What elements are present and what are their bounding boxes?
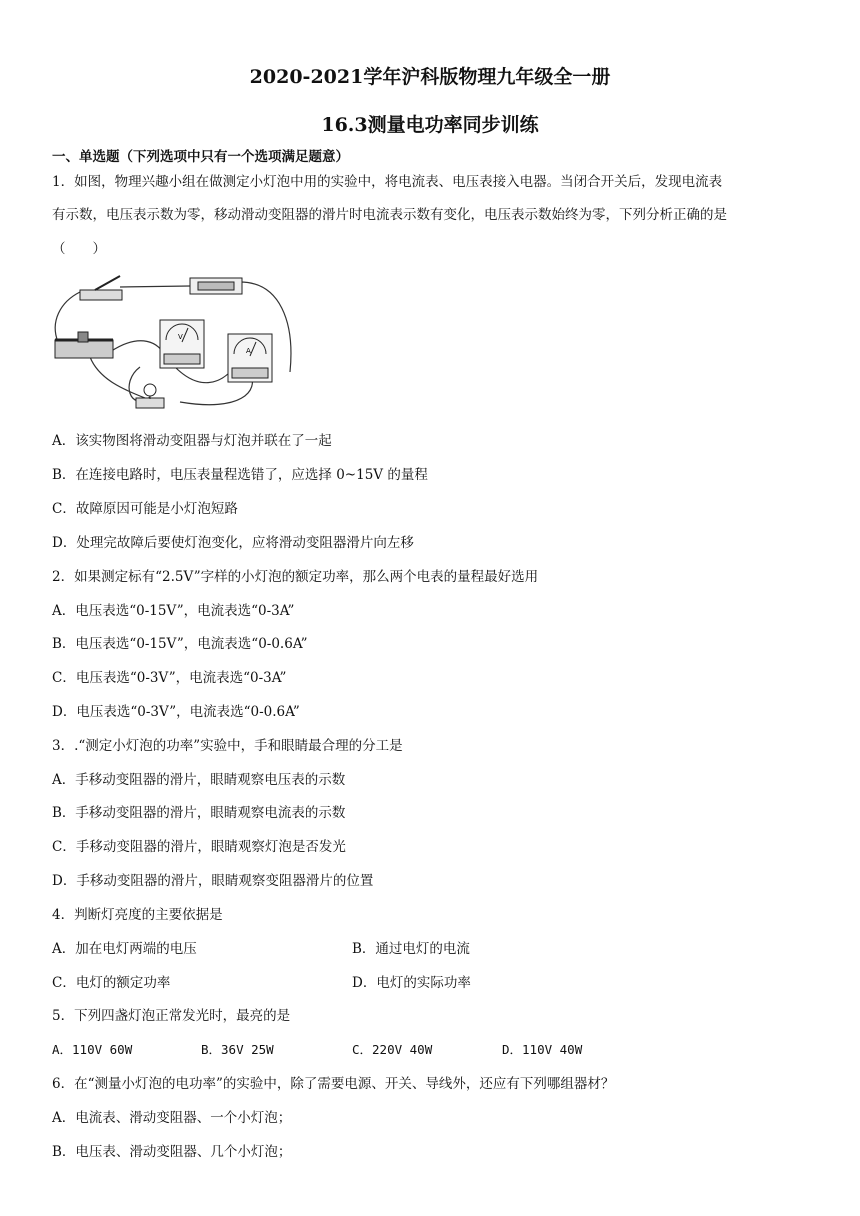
q2-option-c: C．电压表选“0-3V”，电流表选“0-3A” — [52, 670, 287, 686]
page-title: 2020-2021学年沪科版物理九年级全一册 — [249, 66, 611, 88]
q3-stem: 3．.“测定小灯泡的功率”实验中，手和眼睛最合理的分工是 — [52, 738, 403, 754]
voltmeter-mark: V — [178, 333, 183, 341]
q6-option-a: A．电流表、滑动变阻器、一个小灯泡； — [52, 1110, 292, 1126]
section-heading: 一、单选题（下列选项中只有一个选项满足题意） — [52, 149, 349, 165]
battery-icon — [190, 278, 242, 294]
q3-option-c: C．手移动变阻器的滑片，眼睛观察灯泡是否发光 — [52, 839, 346, 855]
q5-option-a: A．110V 60W — [52, 1042, 133, 1057]
q1-stem-line3: （ ） — [52, 241, 106, 257]
q2-option-d: D．电压表选“0-3V”，电流表选“0-0.6A” — [52, 704, 300, 720]
q3-option-b: B．手移动变阻器的滑片，眼睛观察电流表的示数 — [52, 805, 346, 821]
q4-option-b: B．通过电灯的电流 — [352, 941, 470, 957]
q1-option-c: C．故障原因可能是小灯泡短路 — [52, 501, 238, 517]
q2-option-a: A．电压表选“0-15V”，电流表选“0-3A” — [52, 603, 295, 619]
q1-stem-line1: 1．如图，物理兴趣小组在做测定小灯泡中用的实验中，将电流表、电压表接入电器。当闭合开关后，发现电流表 — [52, 174, 723, 190]
q1-option-b: B．在连接电路时，电压表量程选错了，应选择 0~15V 的量程 — [52, 467, 428, 483]
ammeter-icon — [228, 334, 272, 382]
page-subtitle: 16.3测量电功率同步训练 — [321, 114, 539, 136]
ammeter-mark: A — [246, 347, 251, 355]
rheostat-icon — [55, 332, 113, 358]
q6-stem: 6．在“测量小灯泡的电功率”的实验中，除了需要电源、开关、导线外，还应有下列哪组器材？ — [52, 1076, 615, 1092]
q2-option-b: B．电压表选“0-15V”，电流表选“0-0.6A” — [52, 636, 308, 652]
switch-icon — [80, 276, 122, 300]
q3-option-a: A．手移动变阻器的滑片，眼睛观察电压表的示数 — [52, 772, 346, 788]
q5-option-d: D．110V 40W — [502, 1042, 583, 1057]
q3-option-d: D．手移动变阻器的滑片，眼睛观察变阻器滑片的位置 — [52, 873, 374, 889]
circuit-figure — [50, 262, 300, 414]
q4-option-d: D．电灯的实际功率 — [352, 975, 471, 991]
q4-option-c: C．电灯的额定功率 — [52, 975, 171, 991]
q2-stem: 2．如果测定标有“2.5V”字样的小灯泡的额定功率，那么两个电表的量程最好选用 — [52, 569, 539, 585]
q1-option-d: D．处理完故障后要使灯泡变化，应将滑动变阻器滑片向左移 — [52, 535, 414, 551]
q6-option-b: B．电压表、滑动变阻器、几个小灯泡； — [52, 1144, 292, 1160]
q4-stem: 4．判断灯亮度的主要依据是 — [52, 907, 223, 923]
voltmeter-icon — [160, 320, 204, 368]
q4-option-a: A．加在电灯两端的电压 — [52, 941, 197, 957]
q1-option-a: A．该实物图将滑动变阻器与灯泡并联在了一起 — [52, 433, 332, 449]
q5-stem: 5．下列四盏灯泡正常发光时，最亮的是 — [52, 1008, 291, 1024]
q5-option-c: C．220V 40W — [352, 1042, 433, 1057]
q5-option-b: B．36V 25W — [201, 1042, 274, 1057]
q1-stem-line2: 有示数，电压表示数为零，移动滑动变阻器的滑片时电流表示数有变化，电压表示数始终为零，下列分析正确的是 — [52, 207, 727, 223]
